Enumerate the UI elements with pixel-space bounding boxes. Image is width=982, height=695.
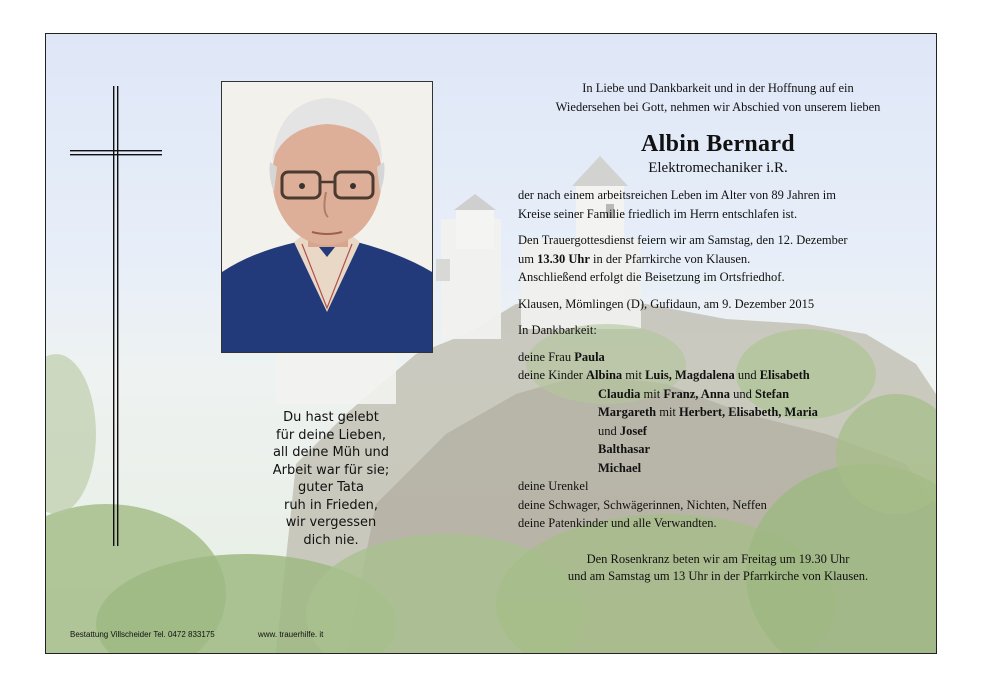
death-notice-line: Kreise seiner Familie friedlich im Herrn entschlafen ist.	[518, 206, 798, 221]
child-connector: und	[598, 423, 620, 438]
child-connector: mit	[640, 386, 664, 401]
intro-line: Wiedersehen bei Gott, nehmen wir Abschied von unserem lieben	[555, 99, 881, 114]
child-name: Josef	[619, 423, 647, 438]
poem-line: dich nie.	[303, 532, 359, 548]
cross-icon	[70, 86, 166, 546]
intro-line: In Liebe und Dankbarkeit und in der Hoffnung auf ein	[582, 81, 854, 95]
child-line	[518, 440, 918, 459]
gratitude-heading: In Dankbarkeit:	[518, 323, 597, 337]
funeral-time-prefix: um	[518, 251, 538, 266]
poem	[236, 409, 426, 549]
obituary-text	[518, 79, 918, 585]
funeral-time: 13.30 Uhr	[537, 251, 590, 266]
child-name: Albina	[586, 368, 623, 382]
child-name: Margareth	[598, 405, 657, 419]
funeral-line: Den Trauergottesdienst feiern wir am Samstag, den 12. Dezember	[518, 233, 848, 247]
poem-line: all deine Müh und	[272, 445, 390, 460]
child-name: Michael	[598, 460, 642, 475]
child-name: Claudia	[598, 386, 641, 401]
funeral-line	[518, 250, 918, 269]
rosary-info	[518, 551, 918, 585]
child-name: Stefan	[755, 386, 790, 401]
deceased-profession: Elektromechaniker i.R.	[648, 160, 788, 176]
intro	[518, 79, 918, 116]
rosary-line: und am Samstag um 13 Uhr in der Pfarrkirche von Klausen.	[567, 568, 869, 583]
survivor-other: deine Urenkel	[518, 479, 589, 493]
death-notice	[518, 186, 918, 223]
poem-line: guter Tata	[298, 480, 364, 495]
survivor-wife-name: Paula	[574, 349, 605, 364]
child-connector: und	[730, 386, 755, 401]
funeral-info	[518, 231, 918, 287]
survivor-wife-prefix: deine Frau	[518, 349, 575, 364]
death-notice-line: der nach einem arbeitsreichen Leben im Alter von 89 Jahren im	[518, 188, 836, 202]
survivor-other: deine Schwager, Schwägerinnen, Nichten, Neffen	[518, 497, 767, 512]
poem-line: ruh in Frieden,	[283, 497, 379, 513]
child-line	[586, 368, 810, 382]
portrait-photo	[221, 81, 433, 353]
funeral-line: Anschließend erfolgt die Beisetzung im Ortsfriedhof.	[518, 270, 785, 284]
deceased-name: Albin Bernard	[641, 131, 795, 157]
survivor-other: deine Patenkinder und alle Verwandten.	[518, 516, 717, 530]
poem-line: wir vergessen	[285, 515, 377, 530]
survivors-list	[518, 348, 918, 533]
website-link[interactable]: www. trauerhilfe. it	[258, 630, 324, 639]
survivor-wife	[518, 348, 918, 367]
child-name: Luis, Magdalena	[645, 368, 735, 382]
child-name: Elisabeth	[759, 368, 810, 382]
funeral-location: in der Pfarrkirche von Klausen.	[589, 251, 751, 266]
poem-line: für deine Lieben,	[276, 427, 386, 443]
child-connector: mit	[622, 368, 646, 382]
survivor-children-prefix: deine Kinder	[518, 368, 587, 382]
child-line	[518, 422, 918, 441]
place-date: Klausen, Mömlingen (D), Gufidaun, am 9. Dezember 2015	[518, 296, 815, 311]
child-name: Franz, Anna	[663, 386, 730, 401]
child-connector: mit	[656, 405, 680, 419]
child-connector: und	[734, 368, 760, 382]
obituary-card	[45, 33, 937, 654]
rosary-line: Den Rosenkranz beten wir am Freitag um 19.30 Uhr	[586, 551, 850, 566]
child-name: Herbert, Elisabeth, Maria	[679, 405, 818, 419]
child-name: Balthasar	[598, 442, 651, 456]
child-line	[518, 385, 918, 404]
survivor-children	[518, 366, 918, 385]
poem-line: Arbeit war für sie;	[272, 462, 390, 478]
funeral-home-contact: Bestattung Villscheider Tel. 0472 833175	[70, 630, 215, 639]
child-line	[518, 403, 918, 422]
poem-line: Du hast gelebt	[283, 410, 379, 425]
child-line	[518, 459, 918, 478]
